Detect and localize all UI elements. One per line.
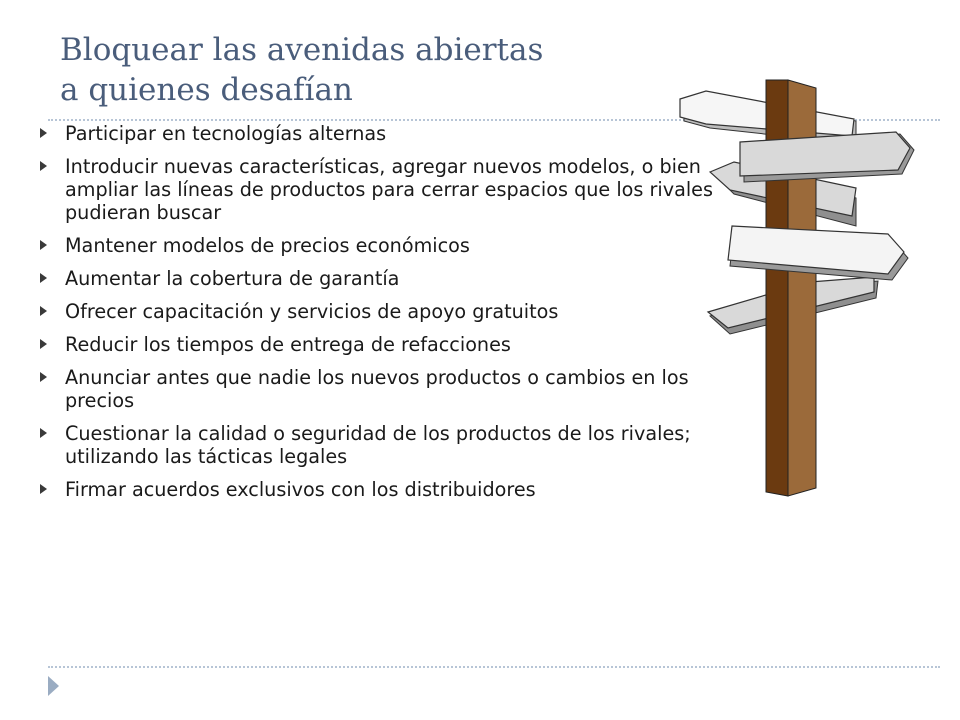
list-item	[40, 122, 720, 145]
signpost-sign-front-2	[728, 226, 908, 280]
triangle-right-icon	[40, 306, 47, 316]
bullet-list	[40, 122, 720, 511]
list-item-text: Reducir los tiempos de entrega de refacciones	[65, 333, 511, 356]
list-item	[40, 234, 720, 257]
triangle-right-icon	[40, 339, 47, 349]
triangle-right-icon	[40, 240, 47, 250]
list-item	[40, 267, 720, 290]
list-item-text: Anunciar antes que nadie los nuevos productos o cambios en los precios	[65, 366, 689, 412]
slide-title-line-2: a quienes desafían	[60, 72, 353, 108]
list-item-text: Aumentar la cobertura de garantía	[65, 267, 400, 290]
list-item-text: Cuestionar la calidad o seguridad de los productos de los rivales; utilizando las tácticas legales	[65, 422, 691, 468]
footer-divider	[48, 666, 940, 668]
triangle-right-icon	[40, 161, 47, 171]
slide-title-line-1: Bloquear las avenidas abiertas	[60, 32, 544, 68]
slide-marker-icon	[48, 676, 59, 696]
triangle-right-icon	[40, 428, 47, 438]
list-item-text: Ofrecer capacitación y servicios de apoyo gratuitos	[65, 300, 559, 323]
list-item-text: Introducir nuevas características, agregar nuevos modelos, o bien ampliar las líneas de productos para cerrar espacios que los rivales pudieran buscar	[65, 155, 713, 224]
triangle-right-icon	[40, 484, 47, 494]
list-item-text: Firmar acuerdos exclusivos con los distribuidores	[65, 478, 536, 501]
list-item	[40, 422, 720, 468]
list-item	[40, 155, 720, 224]
triangle-right-icon	[40, 372, 47, 382]
slide-title	[60, 30, 680, 110]
list-item	[40, 300, 720, 323]
list-item	[40, 478, 720, 501]
triangle-right-icon	[40, 128, 47, 138]
list-item	[40, 333, 720, 356]
list-item-text: Mantener modelos de precios económicos	[65, 234, 470, 257]
triangle-right-icon	[40, 273, 47, 283]
list-item	[40, 366, 720, 412]
list-item-text: Participar en tecnologías alternas	[65, 122, 387, 145]
signpost-illustration	[670, 76, 920, 500]
